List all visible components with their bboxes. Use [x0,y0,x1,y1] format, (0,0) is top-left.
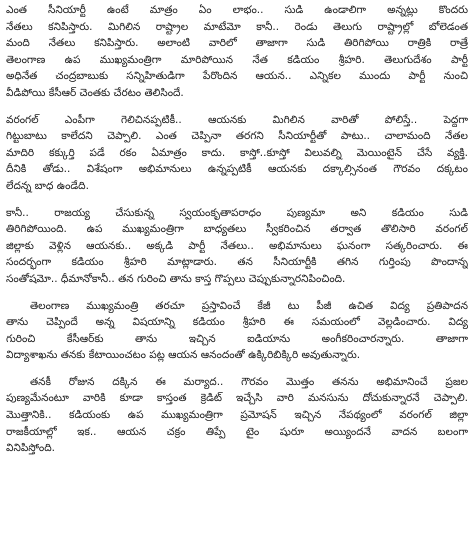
text-line: మంది నేతలు కనిపిస్తారు. అలాంటి వారిలో తాజాగా సుడి తిరిగిపోయి రాత్రికి రాత్రే [6,37,468,50]
text-line: గురించి కేసీఆర్‌కు తాను ఇచ్చిన ఐడియాను అంగీకరించారన్నారు. తాజాగా [6,332,468,345]
text-line: మొత్తానికి.. కడియంకు ఉప ముఖ్యమంత్రిగా ప్రమోషన్ ఇచ్చిన నేపథ్యంలో వరంగల్ జిల్లా [6,409,468,422]
text-line: తాను చెప్పిందే అన్న విషయాన్ని కడియం శ్రీహరి ఈ సమయంలో వెల్లడించారు. విద్య [6,316,468,329]
paragraph-3 [6,205,468,288]
paragraph-1 [6,2,468,102]
text-line: సందర్భంగా కడియం శ్రీహరి మాట్లాడారు. తన సీనియార్టీకి తగిన గుర్తింపు పొందాన్న [6,256,468,269]
text-line: తనకీ రోజున దక్కిన ఈ మర్యాద.. గౌరవం మొత్తం తనను అభిమానించే ప్రజల [30,375,468,388]
text-line: ఎంత సీనియార్టీ ఉంటే మాత్రం ఏం లాభం.. సుడి ఉండాలిగా అన్నట్లు కొందరు [6,4,468,16]
text-line: సంతోషమో.. ధీమానోకానీ.. తన గురించి తాను కాస్త గొప్పలు చెప్పుకున్నారనిపించింది. [6,272,346,285]
text-line: వరంగల్ ఎంపీగా గెలిచినప్పటికీ.. ఆయనకు మిగిలిన వారితో పోలిస్తే.. పెద్దగా [6,113,468,126]
text-line: కానీ.. రాజయ్య చేసుకున్న స్వయంకృతాపరాధం పుణ్యమా అని కడియం సుడి [6,206,468,219]
text-line: లేదన్న బాధ ఉండేది. [6,179,89,192]
text-line: నేతలు కనిపిస్తారు. మిగిలిన రాష్ట్రాల మాటేమో కానీ.. రెండు తెలుగు రాష్ట్రాల్లో బోలెడంత [6,20,468,33]
text-line: దీనికి తోడు.. విశేషంగా అభిమానులు ఉన్నప్పటికీ ఆయనకు దక్కాల్సినంత గౌరవం దక్కటం [6,163,468,176]
text-line: పుణ్యమేనంటూ వారికి కూడా కాస్తంత క్రెడిట్ ఇచ్చేసి వారి మనసును దోచుకున్నారనే చెప్పాలి. [6,392,468,405]
text-line: తెలంగాణ ఉప ముఖ్యమంత్రిగా మారిపోయిన నేత కడియం శ్రీహరి. తెలుగుదేశం పార్టీ [6,53,468,66]
text-line: జిల్లాకు వెళ్లిన ఆయనకు.. అక్కడి పార్టీ నేతలు.. అభిమానులు ఘనంగా సత్కరించారు. ఈ [6,239,468,252]
text-line: గిట్టుబాటు కాలేదని చెప్పాలి. ఎంత చెప్పినా తరగని సీనియార్టీతో పాటు.. చాలామంది నేతల [6,130,468,143]
paragraph-5 [6,374,468,457]
text-line: అధినేత చంద్రబాబుకు సన్నిహితుడిగా పేరొందిన ఆయన.. ఎన్నికల ముందు పార్టీ నుంచి [6,70,468,83]
text-line: మాదిరి కక్కుర్తి పడే రకం ఏమాత్రం కాదు. కాస్తో..కూస్తో విలువల్ని మెయింటైన్ చేసే వ్యక్తి. [6,146,468,159]
text-line: రాజకీయాల్లో ఇక.. ఆయన చక్రం తిప్పే టైం షురూ అయ్యిందనే వాదన బలంగా [6,425,468,438]
text-line: తిరిగిపోయింది. ఉప ముఖ్యమంత్రిగా బాధ్యతలు స్వీకరించిన తర్వాత తొలిసారి వరంగల్ [6,223,468,236]
paragraph-2 [6,112,468,195]
text-line: వినిపిస్తోంది. [6,442,55,455]
text-line: విద్యాశాఖను తనకు కేటాయించటం పట్ల ఆయన ఆనందంతో ఉక్కిరిబిక్కిరి అవుతున్నారు. [6,349,361,362]
paragraph-4 [6,298,468,364]
text-line: తెలంగాణ ముఖ్యమంత్రి తరచూ ప్రస్తావించే కేజీ టు పీజీ ఉచిత విద్య ప్రతిపాదన [30,299,468,312]
text-line: వీడిపోయి కేసీఆర్ చెంతకు చేరటం తెలిసిందే. [6,86,184,99]
